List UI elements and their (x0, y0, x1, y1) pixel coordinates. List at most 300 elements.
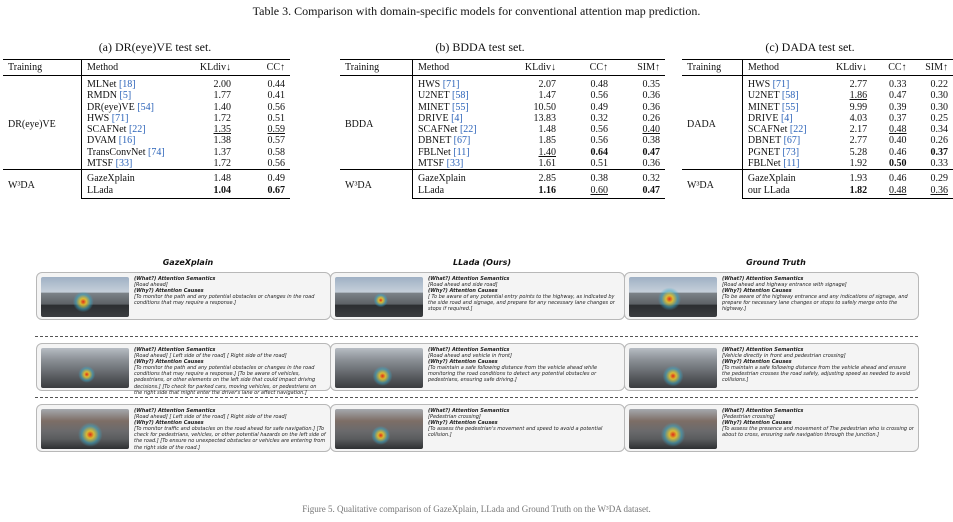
metric-value: 0.30 (930, 90, 948, 102)
attention-text (134, 347, 326, 396)
citation-ref: [4] (451, 112, 463, 124)
metric-value: 0.48 (889, 184, 907, 196)
metric-value: 0.67 (267, 184, 285, 196)
attention-text (722, 347, 914, 384)
attention-text (428, 347, 620, 384)
method-cell (413, 113, 510, 124)
what-label: (What?) Attention Semantics (722, 347, 804, 353)
metric-value: 0.48 (889, 124, 907, 136)
table-row (340, 170, 665, 185)
example-card (624, 404, 919, 452)
metric-value: 0.50 (889, 158, 907, 170)
metric-cell-m2 (561, 113, 613, 124)
metric-value: 0.35 (642, 79, 660, 90)
what-text: [Pedestrian crossing] (722, 414, 775, 421)
metric-cell-m1 (182, 113, 236, 124)
citation-ref: [73] (782, 146, 800, 158)
metric-cell-m3 (613, 102, 665, 113)
metric-value: 0.49 (590, 101, 608, 113)
attention-map-thumbnail (335, 277, 423, 317)
method-cell (742, 170, 827, 185)
metric-cell-m3 (613, 185, 665, 199)
method-name: RMDN (87, 90, 118, 102)
example-card (330, 404, 625, 452)
metric-value: 1.93 (849, 173, 868, 185)
method-name: PGNET (747, 146, 780, 158)
why-text: [To assess the pedestrian's movement and speed to avoid a potential collision.] (428, 426, 603, 439)
column-header-m2: CC↑ (236, 60, 290, 76)
method-name: U2NET (747, 90, 780, 102)
metric-cell-m1 (509, 76, 561, 91)
what-label: (What?) Attention Semantics (428, 347, 510, 353)
why-text: [To monitor the path and any potential obstacles or changes in the road conditions that may require a response.] [To be aware of vehicles, pedestrians, or other elements on the left side that could impact driving decisions.] [To check for parked cars, moving vehicles, or pedestrians on the right side that might enter the driver's lane or affect navigation.] (134, 365, 317, 396)
column-header-m1: KLdiv↓ (827, 60, 872, 76)
citation-ref: [54] (137, 101, 154, 113)
example-card (36, 272, 331, 320)
metric-cell-m3 (613, 158, 665, 170)
metric-value: 0.30 (930, 101, 948, 113)
metric-cell-m1 (509, 158, 561, 170)
column-header-method: Method (742, 60, 827, 76)
metric-cell-m1 (827, 158, 872, 170)
metric-cell-m1 (509, 185, 561, 199)
metric-cell-m2 (236, 76, 290, 91)
citation-ref: [5] (119, 90, 132, 102)
table-a (3, 59, 290, 199)
table-row (682, 76, 953, 91)
metric-value: 2.17 (849, 124, 868, 136)
table-a-subtitle: (a) DR(eye)VE test set. (98, 40, 212, 54)
metric-cell-m2 (872, 170, 911, 185)
metric-cell-m3 (912, 76, 953, 91)
metric-cell-m3 (912, 124, 953, 135)
metric-cell-m3 (912, 185, 953, 199)
metric-value: 0.51 (590, 158, 608, 170)
table-c-subtitle: (c) DADA test set. (765, 40, 855, 54)
citation-ref: [71] (111, 112, 129, 124)
column-head-gazexplain: GazeXplain (162, 258, 214, 267)
metric-cell-m3 (912, 90, 953, 101)
metric-value: 0.47 (642, 146, 660, 158)
citation-ref: [22] (459, 124, 477, 136)
method-name: SCAFNet (418, 124, 458, 136)
citation-ref: [33] (446, 158, 464, 170)
method-name: MTSF (87, 158, 114, 170)
method-name: DRIVE (418, 112, 449, 124)
citation-ref: [71] (442, 79, 460, 90)
column-header-m3: SIM↑ (912, 60, 953, 76)
method-name: DR(eye)VE (87, 101, 135, 113)
metric-cell-m1 (509, 147, 561, 158)
metric-cell-m1 (827, 124, 872, 135)
why-label: (Why?) Attention Causes (134, 420, 204, 427)
metric-cell-m2 (872, 76, 911, 91)
method-cell (413, 135, 510, 146)
column-header-method: Method (413, 60, 510, 76)
citation-ref: [16] (118, 135, 136, 147)
metric-value: 0.41 (267, 90, 285, 102)
method-cell (742, 102, 827, 113)
example-card (36, 404, 331, 452)
what-text: [Pedestrian crossing] (428, 414, 481, 421)
method-cell (413, 124, 510, 135)
why-label: (Why?) Attention Causes (722, 420, 792, 427)
metric-cell-m1 (182, 76, 236, 91)
metric-value: 1.72 (213, 112, 231, 124)
metric-cell-m2 (561, 76, 613, 91)
method-name: GazeXplain (87, 173, 135, 185)
why-label: (Why?) Attention Causes (722, 359, 792, 366)
metric-value: 0.26 (642, 112, 660, 124)
citation-ref: [11] (783, 158, 800, 170)
metric-value: 0.60 (590, 184, 608, 196)
method-cell (413, 147, 510, 158)
metric-value: 2.00 (213, 79, 231, 90)
training-group-label: W³DA (3, 170, 82, 199)
citation-ref: [67] (783, 135, 801, 147)
metric-value: 0.64 (590, 146, 608, 158)
metric-value: 0.25 (930, 112, 948, 124)
method-cell (82, 158, 183, 170)
column-header-m2: CC↑ (872, 60, 911, 76)
why-label: (Why?) Attention Causes (428, 288, 498, 295)
method-name: MINET (747, 101, 780, 113)
metric-cell-m3 (912, 135, 953, 146)
metric-value: 0.48 (590, 79, 608, 90)
why-text: [To assess the presence and movement of The pedestrian who is crossing or about to cross, ensuring safe navigation through the junction.] (722, 426, 914, 439)
method-cell (82, 135, 183, 146)
metric-cell-m1 (827, 102, 872, 113)
method-cell (82, 124, 183, 135)
metric-value: 1.16 (538, 184, 556, 196)
metric-value: 0.36 (930, 184, 948, 196)
metric-cell-m1 (182, 147, 236, 158)
why-text: [ To be aware of any potential entry points to the highway, as indicated by the side road and signage, and prepare for any necessary lane changes or stops if required.] (428, 294, 615, 313)
metric-value: 0.32 (642, 173, 660, 185)
metric-cell-m2 (561, 170, 613, 185)
metric-cell-m2 (236, 90, 290, 101)
metric-value: 0.40 (642, 124, 660, 136)
metric-cell-m1 (182, 158, 236, 170)
method-cell (742, 185, 827, 199)
citation-ref: [33] (115, 158, 133, 170)
metric-cell-m2 (561, 102, 613, 113)
metric-value: 1.40 (213, 101, 231, 113)
metric-value: 4.03 (849, 112, 868, 124)
why-label: (Why?) Attention Causes (134, 288, 204, 295)
method-cell (413, 158, 510, 170)
attention-text (428, 408, 620, 438)
metric-value: 13.83 (533, 112, 556, 124)
metric-cell-m1 (509, 135, 561, 146)
table-row (3, 76, 290, 91)
attention-map-thumbnail (41, 277, 129, 317)
why-text: [To maintain a safe following distance from the vehicle ahead and ensure the pedestrian crosses the road safely, adjusting speed as needed to avoid collisions.] (722, 365, 911, 384)
metric-cell-m2 (872, 158, 911, 170)
metric-cell-m2 (872, 113, 911, 124)
metric-value: 1.35 (213, 124, 231, 136)
metric-cell-m1 (509, 113, 561, 124)
method-name: HWS (747, 79, 771, 90)
metric-value: 5.28 (849, 146, 868, 158)
what-label: (What?) Attention Semantics (428, 276, 510, 282)
attention-text (134, 276, 326, 306)
method-cell (742, 124, 827, 135)
metric-value: 2.85 (538, 173, 556, 185)
metric-value: 0.26 (930, 135, 948, 147)
method-cell (742, 158, 827, 170)
metric-value: 1.61 (538, 158, 556, 170)
metric-value: 1.40 (538, 146, 556, 158)
metric-value: 0.56 (267, 158, 285, 170)
metric-cell-m2 (236, 185, 290, 199)
metric-value: 0.40 (889, 135, 907, 147)
metric-cell-m3 (613, 147, 665, 158)
why-text: [To monitor the path and any potential obstacles or changes in the road conditions that may require a response.] (134, 294, 315, 307)
method-name: LLada (418, 184, 445, 196)
method-name: MINET (418, 101, 450, 113)
metric-value: 0.32 (590, 112, 608, 124)
metric-cell-m1 (182, 102, 236, 113)
citation-ref: [55] (451, 101, 469, 113)
why-text: [To monitor traffic and obstacles on the road ahead for safe navigation.] [To check for pedestrians, vehicles, or other potential hazards on the left side of the road.] [To ensure no unexpected obstacles or vehicles are entering from the right side of the road.] (134, 426, 326, 451)
method-cell (413, 76, 510, 91)
citation-ref: [22] (789, 124, 807, 136)
method-name: MTSF (418, 158, 445, 170)
what-text: [Road ahead and highway entrance with signage] (722, 282, 847, 289)
citation-ref: [55] (781, 101, 799, 113)
table-row (682, 170, 953, 185)
method-cell (742, 113, 827, 124)
citation-ref: [71] (772, 79, 790, 90)
example-card (624, 272, 919, 320)
metric-value: 0.22 (930, 79, 948, 90)
metric-cell-m1 (182, 90, 236, 101)
row-separator (35, 397, 918, 398)
metric-value: 0.33 (889, 79, 907, 90)
metric-value: 0.37 (889, 112, 907, 124)
method-name: HWS (87, 112, 110, 124)
metric-cell-m3 (613, 170, 665, 185)
metric-value: 0.36 (642, 158, 660, 170)
column-header-m2: CC↑ (561, 60, 613, 76)
method-cell (82, 102, 183, 113)
metric-cell-m2 (236, 124, 290, 135)
metric-cell-m3 (613, 76, 665, 91)
method-name: our LLada (747, 184, 790, 196)
method-cell (82, 185, 183, 199)
metric-value: 0.44 (267, 79, 285, 90)
metric-value: 2.07 (538, 79, 556, 90)
why-label: (Why?) Attention Causes (428, 420, 498, 427)
example-card (330, 272, 625, 320)
metric-cell-m2 (236, 102, 290, 113)
citation-ref: [74] (148, 146, 165, 158)
metric-value: 1.72 (213, 158, 231, 170)
citation-ref: [58] (451, 90, 469, 102)
metric-value: 0.51 (267, 112, 285, 124)
method-cell (742, 76, 827, 91)
figure-caption: Figure 5. Qualitative comparison of GazeXplain, LLada and Ground Truth on the W³DA dataset. (302, 504, 651, 514)
method-name: GazeXplain (418, 173, 466, 185)
attention-text (428, 276, 620, 313)
column-head-ground-truth: Ground Truth (746, 258, 806, 267)
why-label: (Why?) Attention Causes (134, 359, 204, 366)
attention-map-thumbnail (335, 348, 423, 388)
metric-value: 1.47 (538, 90, 556, 102)
what-label: (What?) Attention Semantics (134, 347, 216, 353)
metric-cell-m2 (561, 185, 613, 199)
metric-cell-m2 (561, 135, 613, 146)
method-cell (413, 170, 510, 185)
metric-cell-m1 (182, 170, 236, 185)
column-header-m3: SIM↑ (613, 60, 665, 76)
metric-cell-m3 (912, 102, 953, 113)
citation-ref: [58] (781, 90, 799, 102)
method-cell (413, 102, 510, 113)
metric-cell-m1 (509, 170, 561, 185)
method-cell (82, 170, 183, 185)
metric-cell-m1 (509, 90, 561, 101)
what-text: [Road ahead and vehicle in front] (428, 353, 512, 360)
metric-value: 0.47 (889, 90, 907, 102)
metric-cell-m2 (561, 90, 613, 101)
metric-value: 1.37 (213, 146, 231, 158)
table-b (340, 59, 665, 199)
what-label: (What?) Attention Semantics (134, 276, 216, 282)
column-header-m1: KLdiv↓ (182, 60, 236, 76)
metric-cell-m1 (827, 185, 872, 199)
method-name: U2NET (418, 90, 450, 102)
metric-cell-m2 (872, 90, 911, 101)
metric-value: 0.58 (267, 146, 285, 158)
metric-value: 1.86 (849, 90, 868, 102)
metric-value: 1.82 (849, 184, 868, 196)
why-label: (Why?) Attention Causes (722, 288, 792, 295)
training-group-label: W³DA (340, 170, 413, 199)
metric-value: 0.56 (590, 135, 608, 147)
metric-value: 0.38 (590, 173, 608, 185)
method-cell (742, 135, 827, 146)
metric-cell-m3 (613, 90, 665, 101)
attention-map-thumbnail (335, 409, 423, 449)
metric-cell-m2 (236, 158, 290, 170)
metric-cell-m3 (912, 170, 953, 185)
metric-value: 0.39 (889, 101, 907, 113)
method-cell (82, 147, 183, 158)
metric-value: 1.92 (849, 158, 868, 170)
metric-value: 0.49 (267, 173, 285, 185)
example-card (330, 343, 625, 391)
table-b-subtitle: (b) BDDA test set. (435, 40, 525, 54)
example-card (624, 343, 919, 391)
metric-value: 2.77 (849, 135, 868, 147)
method-name: GazeXplain (747, 173, 796, 185)
metric-cell-m2 (872, 185, 911, 199)
attention-map-thumbnail (629, 409, 717, 449)
metric-value: 1.38 (213, 135, 231, 147)
citation-ref: [22] (128, 124, 146, 136)
metric-value: 0.56 (267, 101, 285, 113)
metric-cell-m1 (827, 90, 872, 101)
metric-cell-m1 (509, 102, 561, 113)
metric-cell-m2 (561, 124, 613, 135)
method-cell (413, 90, 510, 101)
column-head-llada: LLada (Ours) (452, 258, 512, 267)
metric-cell-m2 (872, 102, 911, 113)
method-name: TransConvNet (87, 146, 146, 158)
metric-cell-m1 (509, 124, 561, 135)
what-label: (What?) Attention Semantics (722, 276, 804, 282)
metric-value: 2.77 (849, 79, 868, 90)
metric-value: 1.85 (538, 135, 556, 147)
metric-cell-m1 (827, 113, 872, 124)
metric-cell-m1 (827, 76, 872, 91)
citation-ref: [18] (118, 79, 136, 90)
metric-value: 9.99 (849, 101, 868, 113)
method-cell (82, 90, 183, 101)
method-name: FBLNet (418, 146, 451, 158)
method-cell (82, 113, 183, 124)
training-group-label: W³DA (682, 170, 742, 199)
metric-cell-m3 (912, 158, 953, 170)
what-text: [Road ahead] [ Left side of the road] [ Right side of the road] (134, 353, 287, 360)
method-cell (742, 147, 827, 158)
column-header-method: Method (82, 60, 183, 76)
table-caption: Table 3. Comparison with domain-specific models for conventional attention map prediction. (252, 4, 701, 18)
method-cell (82, 76, 183, 91)
training-group-label: DADA (682, 76, 742, 170)
why-label: (Why?) Attention Causes (428, 359, 498, 366)
metric-cell-m2 (872, 135, 911, 146)
metric-cell-m1 (827, 135, 872, 146)
metric-cell-m2 (872, 147, 911, 158)
what-label: (What?) Attention Semantics (428, 408, 510, 414)
metric-cell-m2 (561, 147, 613, 158)
method-name: MLNet (87, 79, 117, 90)
metric-cell-m3 (613, 113, 665, 124)
table-row (3, 170, 290, 185)
attention-text (722, 408, 914, 438)
training-group-label: BDDA (340, 76, 413, 170)
why-text: [To be aware of the highway entrance and any indications of signage, and prepare for necessary lane changes or stops to safely merge onto the highway.] (722, 294, 908, 313)
method-name: LLada (87, 184, 114, 196)
metric-cell-m3 (613, 135, 665, 146)
metric-cell-m2 (236, 135, 290, 146)
attention-map-thumbnail (41, 348, 129, 388)
metric-value: 0.36 (642, 101, 660, 113)
column-header-training: Training (3, 60, 82, 76)
attention-map-thumbnail (41, 409, 129, 449)
metric-value: 10.50 (533, 101, 556, 113)
metric-cell-m3 (912, 113, 953, 124)
method-name: DBNET (747, 135, 782, 147)
method-name: DBNET (418, 135, 452, 147)
method-cell (413, 185, 510, 199)
training-group-label: DR(eye)VE (3, 76, 82, 170)
attention-map-thumbnail (629, 277, 717, 317)
what-text: [Road ahead and side road] (428, 282, 498, 289)
metric-value: 0.33 (930, 158, 948, 170)
what-text: [Vehicle directly in front and pedestrian crossing] (722, 353, 846, 360)
metric-cell-m1 (827, 170, 872, 185)
attention-text (722, 276, 914, 313)
metric-cell-m2 (236, 170, 290, 185)
metric-value: 1.04 (213, 184, 231, 196)
metric-cell-m1 (182, 135, 236, 146)
metric-value: 1.77 (213, 90, 231, 102)
metric-value: 0.59 (267, 124, 285, 136)
